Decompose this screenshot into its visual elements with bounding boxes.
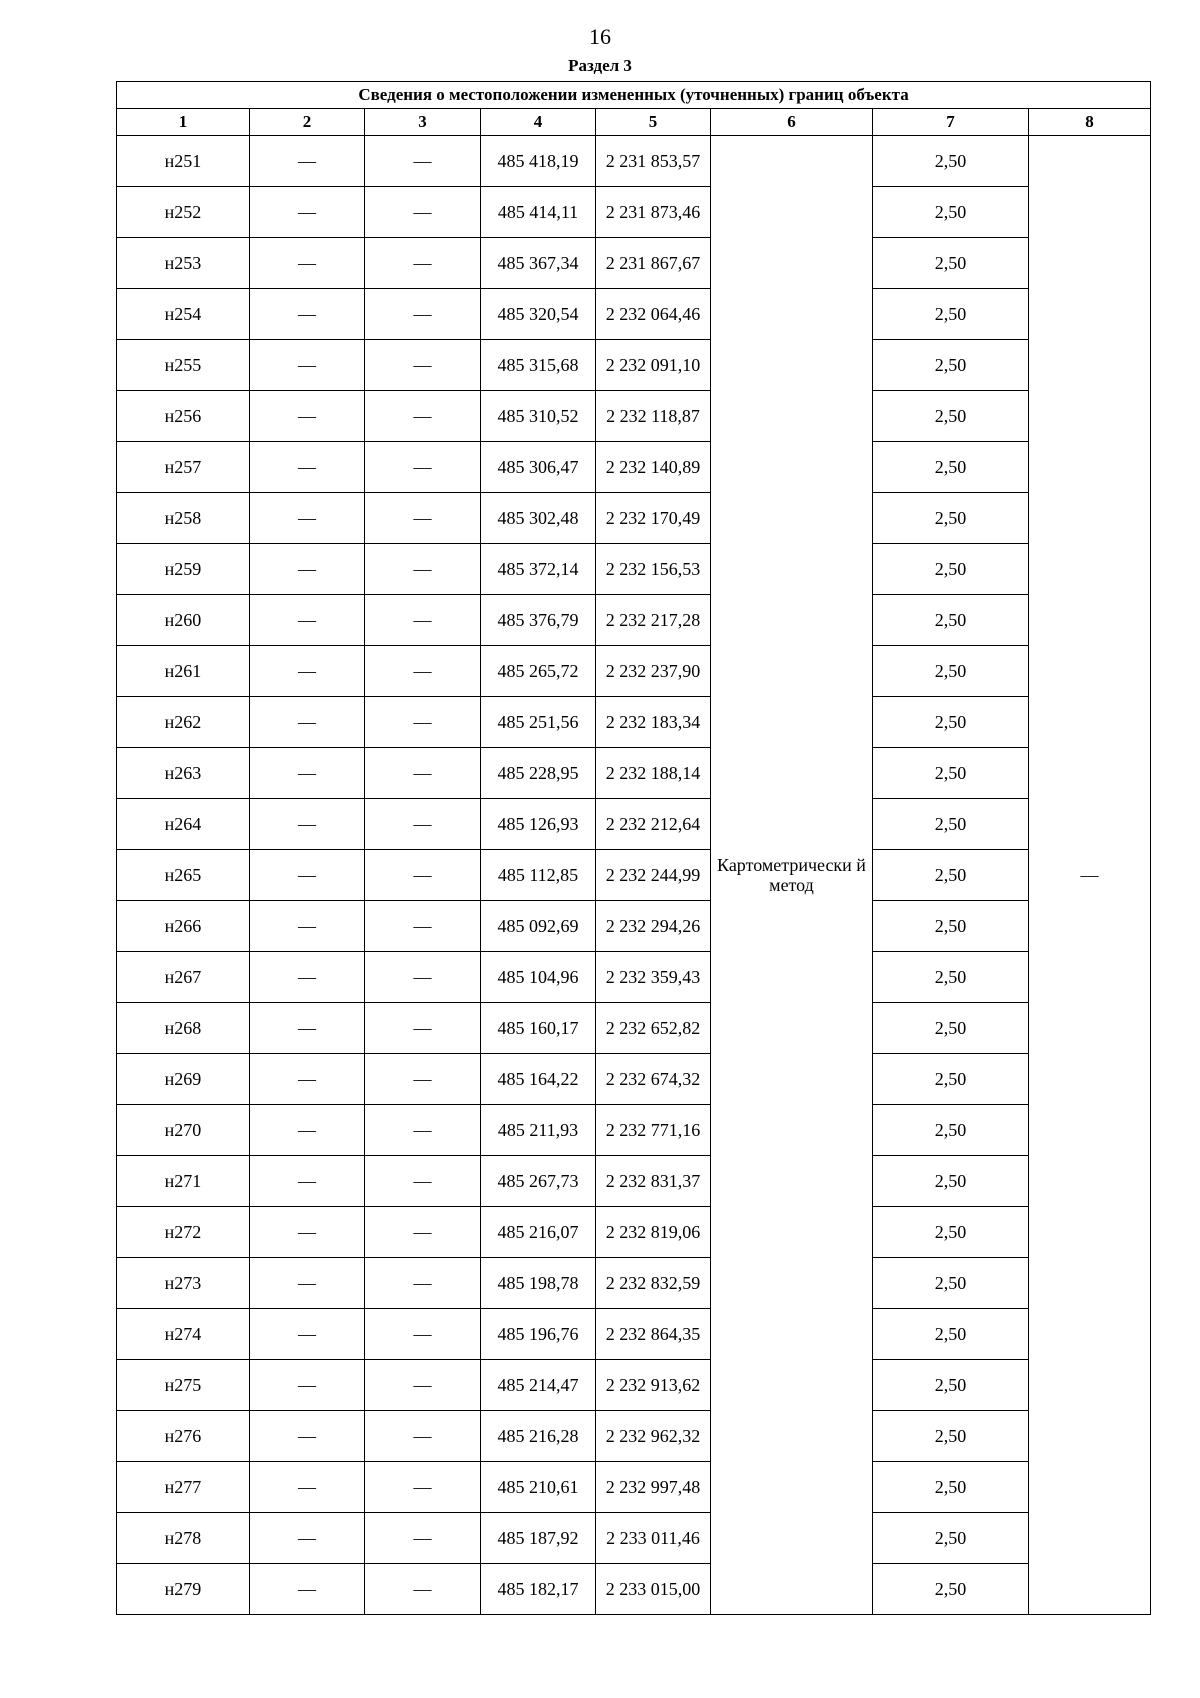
table-caption-row [117,82,1151,109]
col3-cell: — [365,1360,481,1411]
col2-cell: — [250,1462,365,1513]
col3-cell: — [365,391,481,442]
col8-cell: — [1029,136,1151,1615]
table-row [117,1462,1151,1513]
x-coordinate-cell: 485 216,07 [481,1207,596,1258]
col3-cell: — [365,340,481,391]
col2-cell: — [250,799,365,850]
accuracy-cell: 2,50 [873,187,1029,238]
y-coordinate-cell: 2 232 997,48 [596,1462,711,1513]
col2-cell: — [250,340,365,391]
col2-cell: — [250,1105,365,1156]
y-coordinate-cell: 2 232 652,82 [596,1003,711,1054]
table-row [117,1054,1151,1105]
y-coordinate-cell: 2 232 294,26 [596,901,711,952]
accuracy-cell: 2,50 [873,799,1029,850]
col2-cell: — [250,1513,365,1564]
col3-cell: — [365,1054,481,1105]
x-coordinate-cell: 485 214,47 [481,1360,596,1411]
col2-cell: — [250,1003,365,1054]
point-id-cell: н261 [117,646,250,697]
x-coordinate-cell: 485 228,95 [481,748,596,799]
coordinates-table [116,81,1151,1615]
y-coordinate-cell: 2 232 962,32 [596,1411,711,1462]
table-row [117,289,1151,340]
y-coordinate-cell: 2 233 011,46 [596,1513,711,1564]
point-id-cell: н269 [117,1054,250,1105]
col2-cell: — [250,952,365,1003]
table-row [117,952,1151,1003]
accuracy-cell: 2,50 [873,1207,1029,1258]
accuracy-cell: 2,50 [873,1513,1029,1564]
table-caption: Сведения о местоположении измененных (уточненных) границ объекта [117,82,1151,109]
x-coordinate-cell: 485 367,34 [481,238,596,289]
accuracy-cell: 2,50 [873,952,1029,1003]
x-coordinate-cell: 485 251,56 [481,697,596,748]
col3-cell: — [365,1513,481,1564]
y-coordinate-cell: 2 232 217,28 [596,595,711,646]
point-id-cell: н270 [117,1105,250,1156]
col2-cell: — [250,850,365,901]
col2-cell: — [250,901,365,952]
y-coordinate-cell: 2 231 873,46 [596,187,711,238]
x-coordinate-cell: 485 196,76 [481,1309,596,1360]
y-coordinate-cell: 2 231 867,67 [596,238,711,289]
col3-cell: — [365,493,481,544]
column-number: 1 [117,109,250,136]
table-row [117,850,1151,901]
point-id-cell: н274 [117,1309,250,1360]
col3-cell: — [365,1309,481,1360]
x-coordinate-cell: 485 216,28 [481,1411,596,1462]
x-coordinate-cell: 485 376,79 [481,595,596,646]
column-number: 6 [711,109,873,136]
x-coordinate-cell: 485 372,14 [481,544,596,595]
accuracy-cell: 2,50 [873,901,1029,952]
y-coordinate-cell: 2 232 188,14 [596,748,711,799]
table-row [117,1156,1151,1207]
table-row [117,238,1151,289]
x-coordinate-cell: 485 265,72 [481,646,596,697]
point-id-cell: н253 [117,238,250,289]
table-row [117,1513,1151,1564]
y-coordinate-cell: 2 232 913,62 [596,1360,711,1411]
table-row [117,799,1151,850]
point-id-cell: н277 [117,1462,250,1513]
y-coordinate-cell: 2 232 183,34 [596,697,711,748]
column-number: 2 [250,109,365,136]
table-row [117,595,1151,646]
x-coordinate-cell: 485 302,48 [481,493,596,544]
accuracy-cell: 2,50 [873,1360,1029,1411]
point-id-cell: н256 [117,391,250,442]
col2-cell: — [250,748,365,799]
accuracy-cell: 2,50 [873,340,1029,391]
x-coordinate-cell: 485 104,96 [481,952,596,1003]
table-row [117,493,1151,544]
point-id-cell: н264 [117,799,250,850]
col3-cell: — [365,1411,481,1462]
x-coordinate-cell: 485 211,93 [481,1105,596,1156]
table-body [117,136,1151,1615]
x-coordinate-cell: 485 414,11 [481,187,596,238]
point-id-cell: н276 [117,1411,250,1462]
col2-cell: — [250,1054,365,1105]
col2-cell: — [250,289,365,340]
table-row [117,187,1151,238]
point-id-cell: н271 [117,1156,250,1207]
y-coordinate-cell: 2 232 156,53 [596,544,711,595]
table-row [117,646,1151,697]
accuracy-cell: 2,50 [873,1462,1029,1513]
col2-cell: — [250,1309,365,1360]
col2-cell: — [250,136,365,187]
col3-cell: — [365,1258,481,1309]
point-id-cell: н263 [117,748,250,799]
x-coordinate-cell: 485 112,85 [481,850,596,901]
col2-cell: — [250,544,365,595]
x-coordinate-cell: 485 164,22 [481,1054,596,1105]
x-coordinate-cell: 485 160,17 [481,1003,596,1054]
y-coordinate-cell: 2 232 771,16 [596,1105,711,1156]
point-id-cell: н259 [117,544,250,595]
x-coordinate-cell: 485 310,52 [481,391,596,442]
col3-cell: — [365,901,481,952]
y-coordinate-cell: 2 232 832,59 [596,1258,711,1309]
x-coordinate-cell: 485 126,93 [481,799,596,850]
section-title: Раздел 3 [568,56,632,75]
point-id-cell: н255 [117,340,250,391]
point-id-cell: н262 [117,697,250,748]
col2-cell: — [250,1411,365,1462]
y-coordinate-cell: 2 231 853,57 [596,136,711,187]
point-id-cell: н267 [117,952,250,1003]
y-coordinate-cell: 2 232 674,32 [596,1054,711,1105]
table-row [117,1309,1151,1360]
col3-cell: — [365,799,481,850]
col2-cell: — [250,1258,365,1309]
col3-cell: — [365,697,481,748]
accuracy-cell: 2,50 [873,391,1029,442]
accuracy-cell: 2,50 [873,442,1029,493]
y-coordinate-cell: 2 232 091,10 [596,340,711,391]
accuracy-cell: 2,50 [873,1156,1029,1207]
accuracy-cell: 2,50 [873,1309,1029,1360]
col2-cell: — [250,187,365,238]
column-number: 4 [481,109,596,136]
x-coordinate-cell: 485 092,69 [481,901,596,952]
method-cell: Картометрически й метод [711,136,873,1615]
x-coordinate-cell: 485 198,78 [481,1258,596,1309]
y-coordinate-cell: 2 233 015,00 [596,1564,711,1615]
col2-cell: — [250,1156,365,1207]
point-id-cell: н278 [117,1513,250,1564]
table-row [117,544,1151,595]
point-id-cell: н275 [117,1360,250,1411]
y-coordinate-cell: 2 232 359,43 [596,952,711,1003]
accuracy-cell: 2,50 [873,1258,1029,1309]
accuracy-cell: 2,50 [873,544,1029,595]
y-coordinate-cell: 2 232 140,89 [596,442,711,493]
col3-cell: — [365,748,481,799]
table-row [117,1105,1151,1156]
table-row [117,1360,1151,1411]
col3-cell: — [365,289,481,340]
col3-cell: — [365,1156,481,1207]
table-row [117,391,1151,442]
point-id-cell: н279 [117,1564,250,1615]
accuracy-cell: 2,50 [873,748,1029,799]
accuracy-cell: 2,50 [873,1105,1029,1156]
accuracy-cell: 2,50 [873,1003,1029,1054]
x-coordinate-cell: 485 315,68 [481,340,596,391]
accuracy-cell: 2,50 [873,493,1029,544]
point-id-cell: н258 [117,493,250,544]
table-row [117,1207,1151,1258]
accuracy-cell: 2,50 [873,1054,1029,1105]
col2-cell: — [250,493,365,544]
col3-cell: — [365,850,481,901]
point-id-cell: н266 [117,901,250,952]
col2-cell: — [250,442,365,493]
page-number: 16 [589,24,611,49]
y-coordinate-cell: 2 232 244,99 [596,850,711,901]
point-id-cell: н273 [117,1258,250,1309]
table-row [117,901,1151,952]
x-coordinate-cell: 485 187,92 [481,1513,596,1564]
col3-cell: — [365,1105,481,1156]
y-coordinate-cell: 2 232 864,35 [596,1309,711,1360]
y-coordinate-cell: 2 232 118,87 [596,391,711,442]
col2-cell: — [250,238,365,289]
point-id-cell: н272 [117,1207,250,1258]
table-row [117,340,1151,391]
accuracy-cell: 2,50 [873,697,1029,748]
col3-cell: — [365,1564,481,1615]
y-coordinate-cell: 2 232 170,49 [596,493,711,544]
accuracy-cell: 2,50 [873,595,1029,646]
table-row [117,748,1151,799]
y-coordinate-cell: 2 232 064,46 [596,289,711,340]
col2-cell: — [250,595,365,646]
col2-cell: — [250,1564,365,1615]
table-row [117,1258,1151,1309]
table-row [117,697,1151,748]
x-coordinate-cell: 485 210,61 [481,1462,596,1513]
col3-cell: — [365,1003,481,1054]
table-row [117,442,1151,493]
accuracy-cell: 2,50 [873,238,1029,289]
x-coordinate-cell: 485 306,47 [481,442,596,493]
point-id-cell: н252 [117,187,250,238]
col2-cell: — [250,391,365,442]
x-coordinate-cell: 485 182,17 [481,1564,596,1615]
table-row [117,1411,1151,1462]
table-row [117,1003,1151,1054]
column-number-row [117,109,1151,136]
column-number: 8 [1029,109,1151,136]
column-number: 3 [365,109,481,136]
x-coordinate-cell: 485 320,54 [481,289,596,340]
col3-cell: — [365,442,481,493]
point-id-cell: н257 [117,442,250,493]
point-id-cell: н260 [117,595,250,646]
point-id-cell: н268 [117,1003,250,1054]
y-coordinate-cell: 2 232 237,90 [596,646,711,697]
point-id-cell: н251 [117,136,250,187]
column-number: 7 [873,109,1029,136]
accuracy-cell: 2,50 [873,1564,1029,1615]
col3-cell: — [365,595,481,646]
accuracy-cell: 2,50 [873,646,1029,697]
col3-cell: — [365,544,481,595]
y-coordinate-cell: 2 232 819,06 [596,1207,711,1258]
table-row [117,1564,1151,1615]
y-coordinate-cell: 2 232 831,37 [596,1156,711,1207]
col3-cell: — [365,952,481,1003]
point-id-cell: н254 [117,289,250,340]
col3-cell: — [365,646,481,697]
x-coordinate-cell: 485 418,19 [481,136,596,187]
col3-cell: — [365,1462,481,1513]
accuracy-cell: 2,50 [873,136,1029,187]
col3-cell: — [365,187,481,238]
x-coordinate-cell: 485 267,73 [481,1156,596,1207]
col2-cell: — [250,1207,365,1258]
col3-cell: — [365,1207,481,1258]
col2-cell: — [250,697,365,748]
col2-cell: — [250,646,365,697]
col3-cell: — [365,238,481,289]
column-number: 5 [596,109,711,136]
point-id-cell: н265 [117,850,250,901]
y-coordinate-cell: 2 232 212,64 [596,799,711,850]
accuracy-cell: 2,50 [873,1411,1029,1462]
accuracy-cell: 2,50 [873,850,1029,901]
col3-cell: — [365,136,481,187]
col2-cell: — [250,1360,365,1411]
table-row [117,136,1151,187]
accuracy-cell: 2,50 [873,289,1029,340]
